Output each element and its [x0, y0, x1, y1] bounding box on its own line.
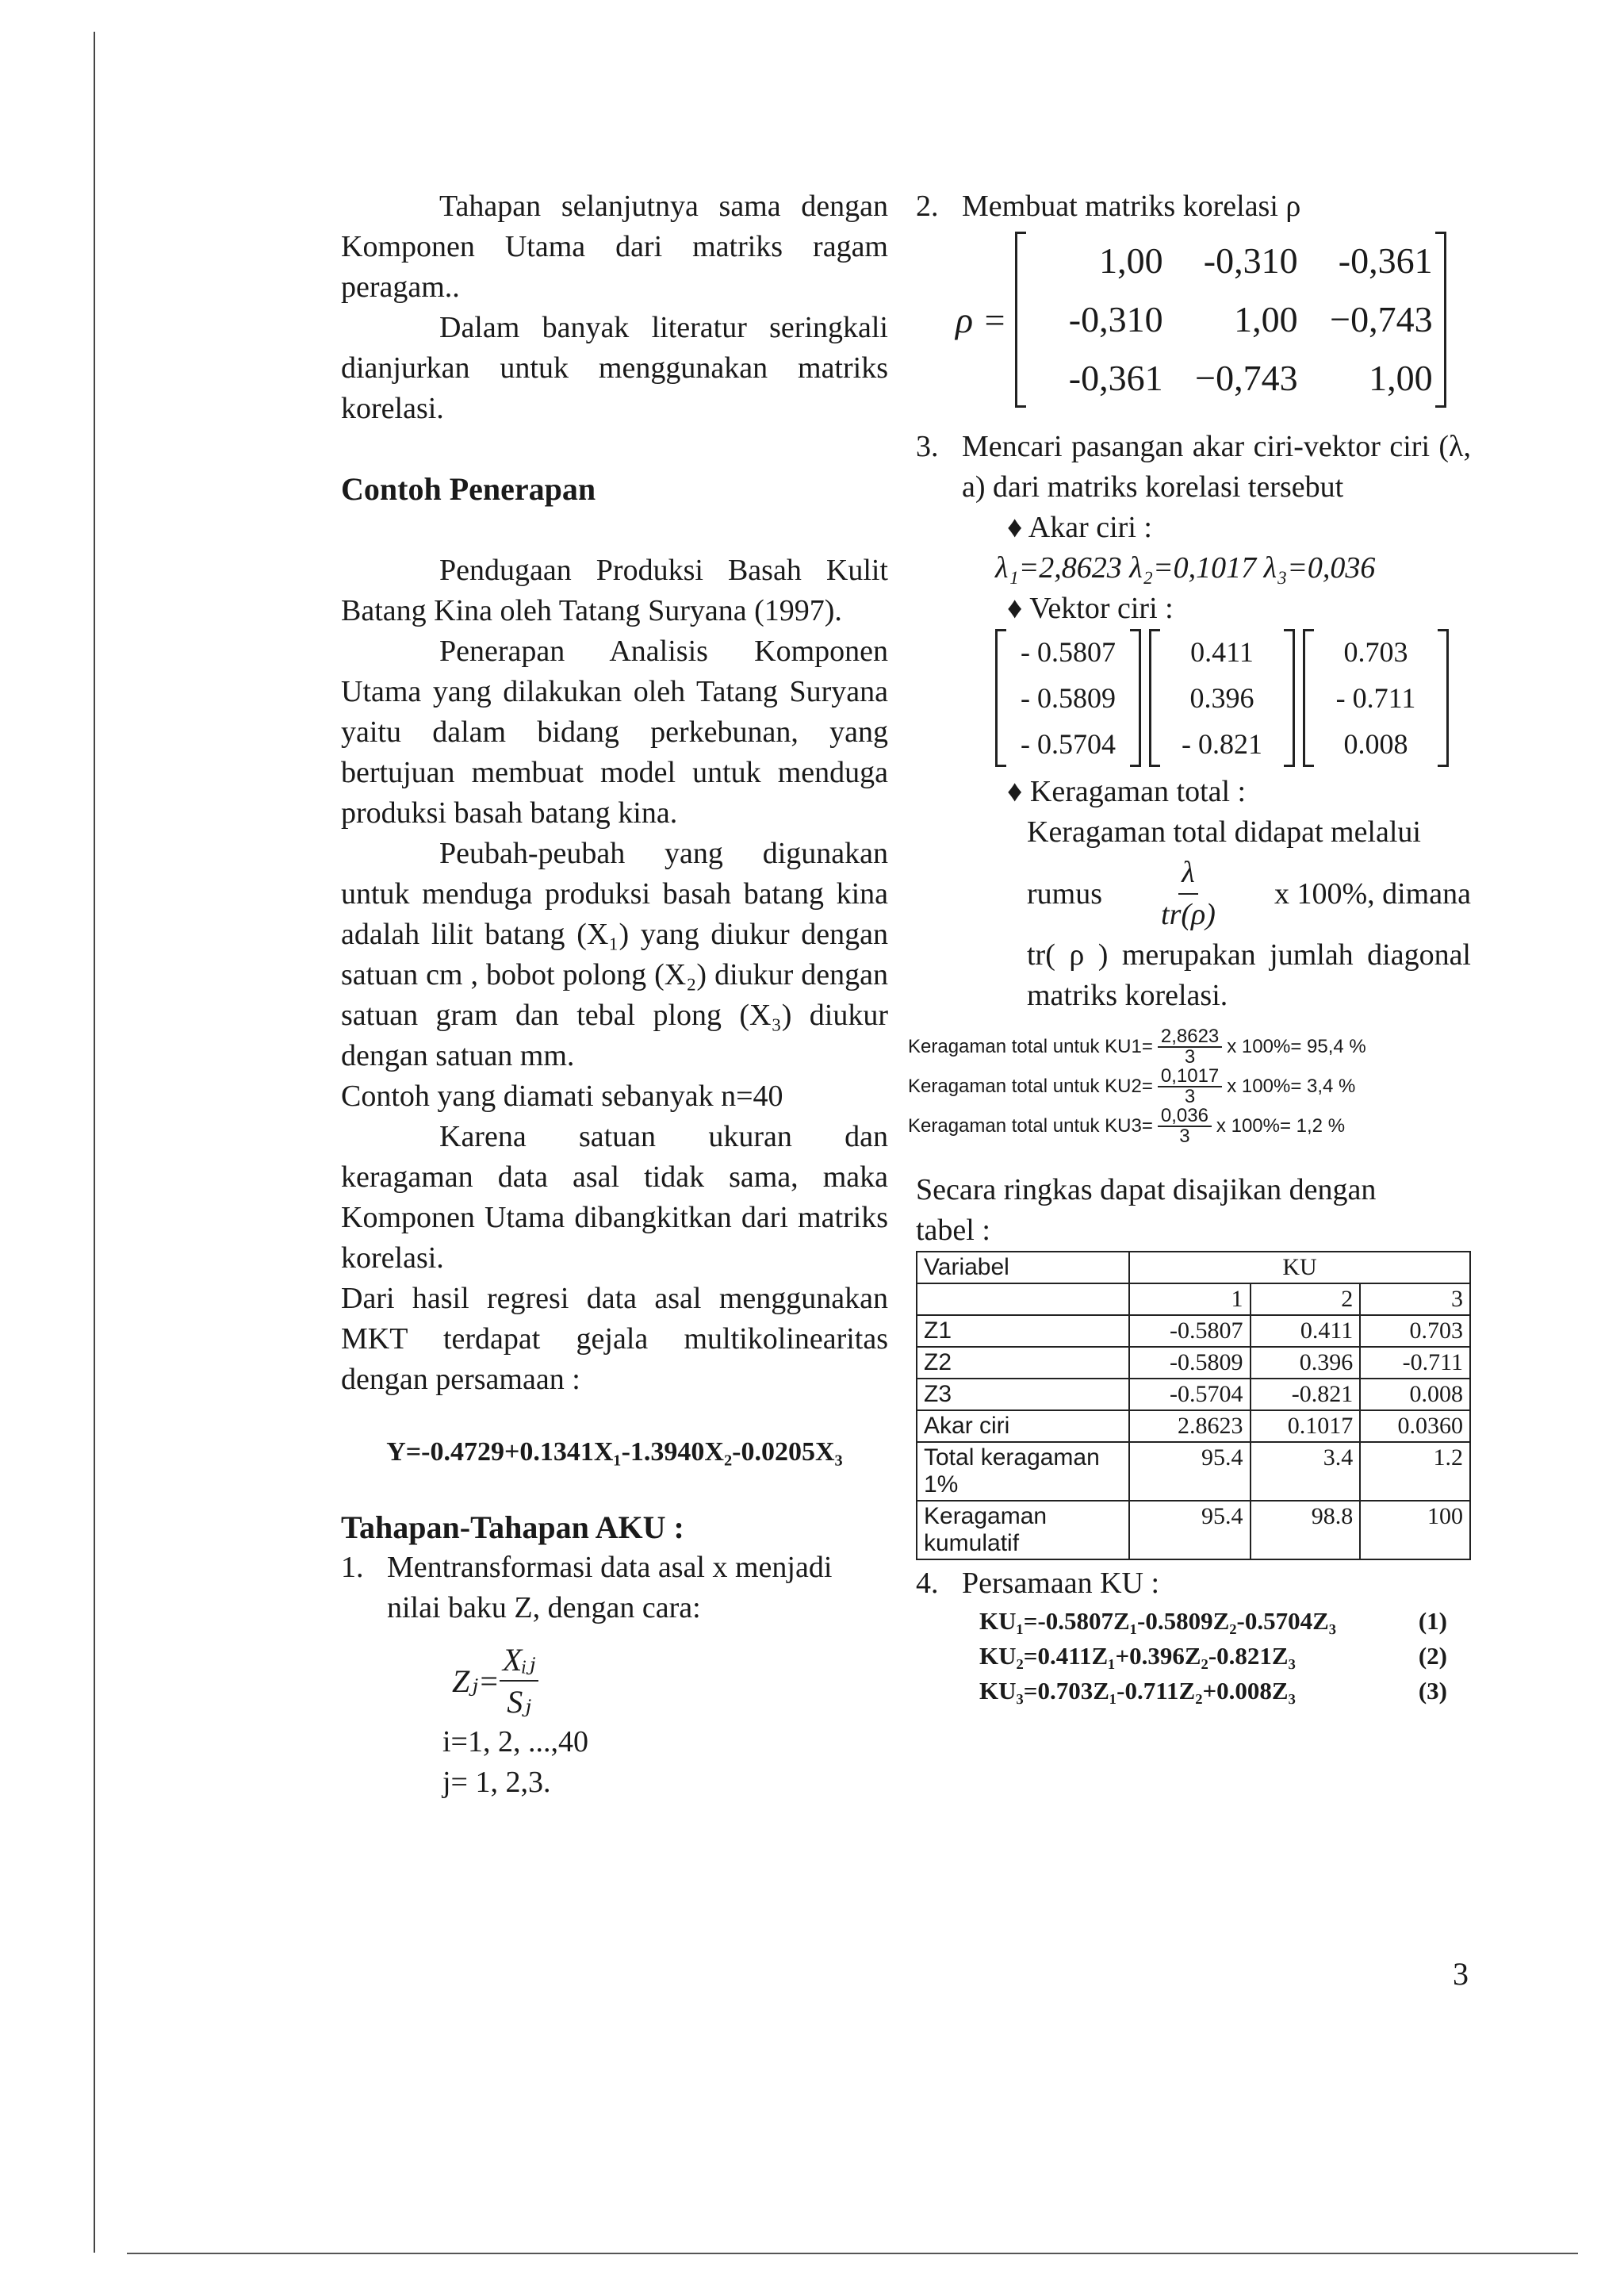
table-cell: -0.5809 — [1129, 1347, 1251, 1379]
step-number: 4. — [916, 1567, 939, 1600]
equation-tag: (3) — [1418, 1677, 1447, 1705]
keragaman-label: ♦ Keragaman total : — [1007, 775, 1247, 808]
ku-equation — [979, 1639, 1447, 1674]
ku-numerator: 0,1017 — [1158, 1067, 1222, 1087]
table-cell: 0.396 — [1251, 1347, 1361, 1379]
row-label: Z3 — [917, 1379, 1129, 1410]
matrix-cell: −0,743 — [1195, 358, 1298, 398]
step-number: 3. — [916, 430, 939, 463]
table-header-variabel: Variabel — [917, 1252, 1129, 1283]
paragraph: Dalam banyak literatur seringkali dianjurkan untuk menggunakan matriks korelasi. — [341, 311, 888, 425]
vector-cell: - 0.5809 — [1021, 682, 1116, 714]
vector-cell: - 0.5704 — [1021, 728, 1116, 760]
vector-cell: 0.396 — [1189, 682, 1254, 714]
table-row — [917, 1501, 1470, 1559]
section-heading: Contoh Penerapan — [341, 471, 596, 507]
equation-text: KU₂=0.411Z₁+0.396Z₂-0.821Z₃ — [979, 1642, 1296, 1670]
table-row — [917, 1315, 1470, 1347]
eigenvector — [1303, 629, 1449, 767]
ku-rest: x 100%= 95,4 % — [1227, 1036, 1366, 1057]
ku-denominator: 3 — [1184, 1046, 1196, 1068]
ku-equations — [916, 1604, 1471, 1709]
regression-equation: Y=-0.4729+0.1341X₁-1.3940X₂-0.0205X₃ — [386, 1437, 843, 1467]
equation-text: KU₃=0.703Z₁-0.711Z₂+0.008Z₃ — [979, 1677, 1296, 1705]
table-cell: -0.711 — [1360, 1347, 1470, 1379]
table-subheader: 1 — [1129, 1283, 1251, 1315]
table-row — [917, 1410, 1470, 1442]
table-cell: 0.008 — [1360, 1379, 1470, 1410]
rumus-right: x 100%, dimana — [1274, 876, 1471, 911]
ku-label: Keragaman total untuk KU3= — [908, 1115, 1153, 1137]
matrix-cell: −0,743 — [1330, 299, 1433, 339]
eigenvector — [995, 629, 1141, 767]
ku-table — [916, 1251, 1471, 1560]
vector-cell: - 0.5807 — [1021, 636, 1116, 668]
vector-cell: 0.411 — [1190, 636, 1254, 668]
table-cell: 0.703 — [1360, 1315, 1470, 1347]
table-cell: 2.8623 — [1129, 1410, 1251, 1442]
eigenvector — [1149, 629, 1295, 767]
row-label: Akar ciri — [917, 1410, 1129, 1442]
vektor-label: ♦ Vektor ciri : — [1007, 592, 1174, 625]
ku-fraction — [1158, 1027, 1222, 1067]
ku-denominator: 3 — [1179, 1126, 1190, 1147]
rho-symbol: ρ = — [956, 299, 1007, 340]
equation-text: KU₁=-0.5807Z₁-0.5809Z₂-0.5704Z₃ — [979, 1607, 1337, 1635]
correlation-matrix — [956, 232, 1471, 408]
z-fraction — [500, 1640, 538, 1722]
step-text: Membuat matriks korelasi ρ — [962, 190, 1301, 223]
keragaman-text-2: tr( ρ ) merupakan jumlah diagonal matriks korelasi. — [1027, 938, 1471, 1012]
table-header-ku: KU — [1129, 1252, 1470, 1283]
right-column — [908, 186, 1471, 1709]
step-4 — [916, 1563, 1471, 1604]
matrix-cell: -0,310 — [1203, 240, 1298, 281]
table-cell: -0.5704 — [1129, 1379, 1251, 1410]
step-2 — [916, 186, 1471, 227]
paragraph: Karena satuan ukuran dan keragaman data asal tidak sama, maka Komponen Utama dibangkitkan dari matriks korelasi. — [341, 1120, 888, 1275]
ku-variance-lines — [908, 1027, 1471, 1146]
table-cell: 0.0360 — [1360, 1410, 1470, 1442]
vector-cell: - 0.711 — [1335, 682, 1416, 714]
ku-numerator: 0,036 — [1158, 1106, 1212, 1127]
table-cell: 95.4 — [1129, 1501, 1251, 1559]
ku-label: Keragaman total untuk KU2= — [908, 1076, 1153, 1097]
z-formula — [452, 1640, 888, 1722]
table-subheader: 2 — [1251, 1283, 1361, 1315]
paragraph: Peubah-peubah yang digunakan untuk menduga produksi basah batang kina adalah lilit batang (X₁) yang diukur dengan satuan cm , bobot polong (X₂) diukur dengan satuan gram dan tebal plong (X₃) diukur dengan satuan mm. — [341, 837, 888, 1072]
matrix-cell: 1,00 — [1099, 240, 1163, 281]
table-cell: 95.4 — [1129, 1442, 1251, 1501]
ku-rest: x 100%= 3,4 % — [1227, 1076, 1356, 1097]
j-range: j= 1, 2,3. — [442, 1766, 551, 1799]
paragraph: Tahapan selanjutnya sama dengan Komponen Utama dari matriks ragam peragam.. — [341, 190, 888, 304]
paragraph: Pendugaan Produksi Basah Kulit Batang Kina oleh Tatang Suryana (1997). — [341, 554, 888, 627]
z-numerator: Xᵢⱼ — [500, 1640, 538, 1682]
row-label: Keragaman kumulatif — [917, 1501, 1129, 1559]
table-cell: -0.5807 — [1129, 1315, 1251, 1347]
rumus-line — [1027, 853, 1471, 935]
akar-label: ♦ Akar ciri : — [1007, 511, 1152, 544]
ku-variance-line — [908, 1067, 1471, 1106]
table-cell: 0.411 — [1251, 1315, 1361, 1347]
paragraph: Dari hasil regresi data asal menggunakan MKT terdapat gejala multikolinearitas dengan persamaan : — [341, 1282, 888, 1396]
ku-numerator: 2,8623 — [1158, 1027, 1222, 1048]
section-heading: Tahapan-Tahapan AKU : — [341, 1509, 684, 1545]
table-row — [917, 1442, 1470, 1501]
step-number: 1. — [341, 1551, 364, 1584]
ku-label: Keragaman total untuk KU1= — [908, 1036, 1153, 1057]
matrix-cell: -0,361 — [1338, 240, 1433, 281]
z-denominator: Sⱼ — [507, 1684, 531, 1720]
eigenvectors — [995, 629, 1471, 767]
summary-text: Secara ringkas dapat disajikan dengan tabel : — [916, 1173, 1377, 1247]
table-cell: 1.2 — [1360, 1442, 1470, 1501]
step-text: Persamaan KU : — [962, 1567, 1160, 1600]
akar-values: λ₁=2,8623 λ₂=0,1017 λ₃=0,036 — [995, 551, 1376, 585]
matrix-cell: 1,00 — [1369, 358, 1433, 398]
row-label: Z2 — [917, 1347, 1129, 1379]
bottom-rule — [127, 2253, 1578, 2254]
table-row — [917, 1379, 1470, 1410]
matrix-cell: -0,310 — [1068, 299, 1163, 339]
paragraph: Contoh yang diamati sebanyak n=40 — [341, 1080, 783, 1113]
row-label: Z1 — [917, 1315, 1129, 1347]
matrix-cell: -0,361 — [1068, 358, 1163, 398]
step-1 — [341, 1548, 888, 1628]
table-cell: 100 — [1360, 1501, 1470, 1559]
keragaman-text: Keragaman total didapat melalui — [1027, 815, 1421, 849]
left-column — [341, 186, 888, 1803]
rumus-fraction — [1161, 853, 1216, 935]
ku-variance-line — [908, 1027, 1471, 1067]
rumus-left: rumus — [1027, 876, 1102, 911]
table-row — [917, 1347, 1470, 1379]
step-3 — [916, 427, 1471, 508]
z-lhs: Zⱼ= — [452, 1663, 500, 1699]
table-cell: -0.821 — [1251, 1379, 1361, 1410]
page-number: 3 — [1453, 1956, 1469, 1992]
vector-cell: 0.008 — [1343, 728, 1408, 760]
ku-fraction — [1158, 1106, 1212, 1146]
scan-edge-line — [94, 32, 95, 2253]
vector-cell: 0.703 — [1343, 636, 1408, 668]
matrix-cell: 1,00 — [1234, 299, 1298, 339]
rho-matrix-body — [1015, 232, 1446, 408]
ku-variance-line — [908, 1106, 1471, 1146]
table-subheader: 3 — [1360, 1283, 1470, 1315]
equation-tag: (2) — [1418, 1642, 1447, 1670]
rumus-numerator: λ — [1178, 853, 1197, 895]
rumus-denominator: tr(ρ) — [1161, 898, 1216, 931]
step-number: 2. — [916, 190, 939, 223]
step-text: Mentransformasi data asal x menjadi nilai baku Z, dengan cara: — [387, 1551, 833, 1624]
row-label: Total keragaman 1% — [917, 1442, 1129, 1501]
ku-denominator: 3 — [1184, 1086, 1196, 1107]
equation-tag: (1) — [1418, 1607, 1447, 1635]
ku-rest: x 100%= 1,2 % — [1216, 1115, 1346, 1137]
paragraph: Penerapan Analisis Komponen Utama yang dilakukan oleh Tatang Suryana yaitu dalam bidang perkebunan, yang bertujuan membuat model untuk menduga produksi basah batang kina. — [341, 635, 888, 830]
i-range: i=1, 2, ...,40 — [442, 1725, 588, 1758]
step-text: Mencari pasangan akar ciri-vektor ciri (λ, a) dari matriks korelasi tersebut — [962, 430, 1471, 504]
table-cell: 0.1017 — [1251, 1410, 1361, 1442]
ku-equation — [979, 1674, 1447, 1709]
ku-fraction — [1158, 1067, 1222, 1106]
table-cell: 98.8 — [1251, 1501, 1361, 1559]
table-cell: 3.4 — [1251, 1442, 1361, 1501]
table-body — [917, 1315, 1470, 1559]
ku-equation — [979, 1604, 1447, 1639]
vector-cell: - 0.821 — [1182, 728, 1262, 760]
